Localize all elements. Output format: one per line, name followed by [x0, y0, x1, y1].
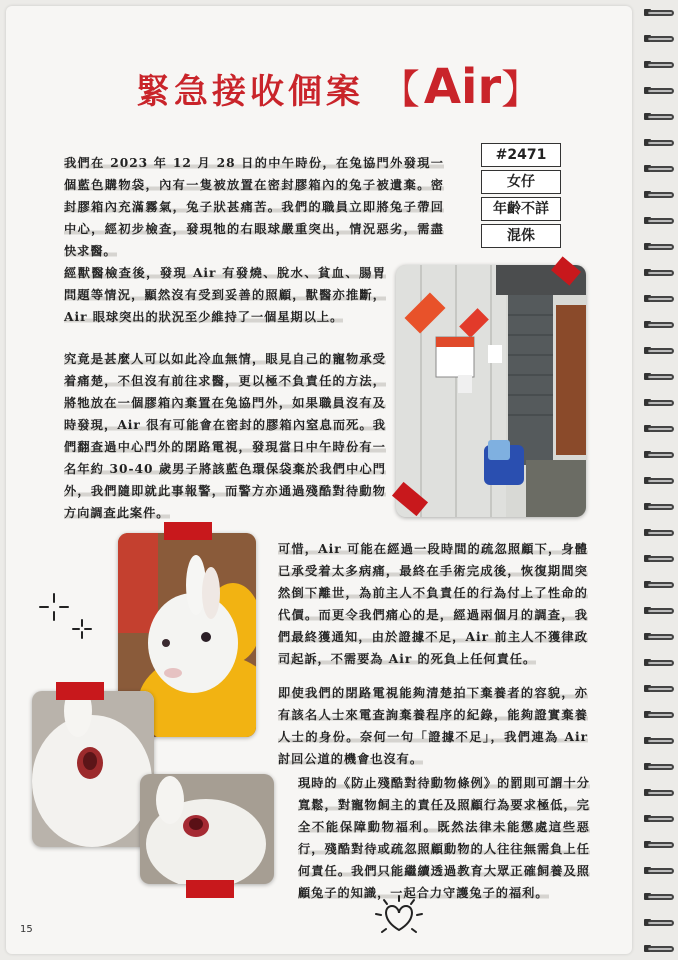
- title-bracket-close: 】: [501, 67, 546, 113]
- spiral-ring: [644, 294, 674, 304]
- photo-center-door: [396, 265, 586, 517]
- title-rabbit-name: Air: [423, 59, 502, 115]
- spiral-ring: [644, 190, 674, 200]
- spiral-ring: [644, 918, 674, 928]
- spiral-ring: [644, 658, 674, 668]
- paragraph-vet-exam: 經獸醫檢查後，發現 Air 有發燒、脫水、貧血、腸胃問題等情況，顯然沒有受到妥善的照顧，獸醫亦推斷，Air 眼球突出的狀況至少維持了一個星期以上。: [64, 266, 386, 324]
- spiral-ring: [644, 528, 674, 538]
- spiral-ring: [644, 892, 674, 902]
- paragraph-discovery: 我們在 2023 年 12 月 28 日的中午時份，在兔協門外發現一個藍色購物袋，內有一隻被放置在密封膠箱內的兔子被遺棄。密封膠箱內充滿霧氣，兔子狀甚痛苦。我們的職員立即將兔子帶回中心，經初步檢查，發現牠的右眼球嚴重突出，情況惡劣，需盡快求醫。: [64, 156, 444, 258]
- rabbit-eye-scene-left: [32, 691, 154, 847]
- spiral-ring: [644, 164, 674, 174]
- photo-rabbit-eye-right: [140, 774, 274, 884]
- rabbit-id: #2471: [481, 143, 561, 167]
- spiral-ring: [644, 606, 674, 616]
- tape-decoration: [186, 880, 234, 898]
- rabbit-info-box: [481, 143, 561, 251]
- tape-decoration: [56, 682, 104, 700]
- spiral-ring: [644, 762, 674, 772]
- paragraph-death: 可惜，Air 可能在經過一段時間的疏忽照顧下，身體已承受着太多病痛，最終在手術完成後，恢復期間突然倒下離世，為前主人不負責任的行為付上了性命的代價。而更令我們痛心的是，經過兩個月的調查，我們最終獲通知，由於證據不足，Air 前主人不獲律政司起訴，不需要為 Air 的死負上任何責任。: [278, 542, 588, 666]
- spiral-ring: [644, 632, 674, 642]
- spiral-ring: [644, 788, 674, 798]
- paragraph-law: 現時的《防止殘酷對待動物條例》的罰則可謂十分寬鬆，對寵物飼主的責任及照顧行為要求極低，完全不能保障動物福利。既然法律未能懲處這些惡行，殘酷對待或疏忽照顧動物的人往往無需負上任何責任。我們只能繼續透過教育大眾正確飼養及照顧兔子的知識，一起合力守護兔子的福利。: [298, 776, 590, 900]
- spiral-ring: [644, 216, 674, 226]
- heart-doodle: [372, 894, 426, 942]
- rabbit-sex: 女仔: [481, 170, 561, 194]
- spiral-ring: [644, 684, 674, 694]
- spiral-ring: [644, 476, 674, 486]
- spiral-ring: [644, 8, 674, 18]
- spiral-ring: [644, 320, 674, 330]
- rabbit-breed: 混侏: [481, 224, 561, 248]
- title-bracket-open: 【: [379, 67, 424, 113]
- spiral-ring: [644, 138, 674, 148]
- spiral-ring: [644, 450, 674, 460]
- title-text: 緊急接收個案: [136, 72, 364, 112]
- spiral-ring: [644, 502, 674, 512]
- sparkle-doodle: [36, 590, 96, 640]
- spiral-ring: [644, 86, 674, 96]
- paragraph-cctv: 究竟是甚麼人可以如此冷血無情，眼見自己的寵物承受着痛楚，不但沒有前往求醫，更以極不負責任的方法，將牠放在一個膠箱內棄置在兔協門外，如果職員沒有及時發現，Air 很有可能會在密封的膠箱內窒息而死。我們翻查過中心門外的閉路電視，發現當日中午時份有一名年約 30-40 歲男子將該藍色環保袋棄於我們中心門外，我們隨即就此事報警，而警方亦通過殘酷對待動物方向調查此案件。: [64, 352, 386, 520]
- paragraph-no-prosecution: 即使我們的閉路電視能夠清楚拍下棄養者的容貌，亦有該名人士來電查詢棄養程序的紀錄，能夠證實棄養人士的身份。奈何一句「證據不足」，我們連為 Air 討回公道的機會也沒有。: [278, 686, 588, 766]
- spiral-ring: [644, 112, 674, 122]
- spiral-ring: [644, 268, 674, 278]
- spiral-ring: [644, 710, 674, 720]
- spiral-ring: [644, 554, 674, 564]
- tape-decoration: [164, 522, 212, 540]
- spiral-ring: [644, 242, 674, 252]
- door-scene: [396, 265, 586, 517]
- spiral-ring: [644, 736, 674, 746]
- spiral-ring: [644, 372, 674, 382]
- spiral-ring: [644, 866, 674, 876]
- spiral-ring: [644, 34, 674, 44]
- rabbit-eye-scene-right: [140, 774, 274, 884]
- photo-rabbit-eye-left: [32, 691, 154, 847]
- rabbit-age: 年齡不詳: [481, 197, 561, 221]
- spiral-ring: [644, 814, 674, 824]
- spiral-binding: [638, 0, 678, 960]
- spiral-ring: [644, 944, 674, 954]
- spiral-ring: [644, 424, 674, 434]
- page-title: [136, 58, 576, 115]
- spiral-ring: [644, 580, 674, 590]
- spiral-ring: [644, 346, 674, 356]
- spiral-ring: [644, 840, 674, 850]
- spiral-ring: [644, 60, 674, 70]
- page-number: 15: [20, 924, 33, 935]
- spiral-ring: [644, 398, 674, 408]
